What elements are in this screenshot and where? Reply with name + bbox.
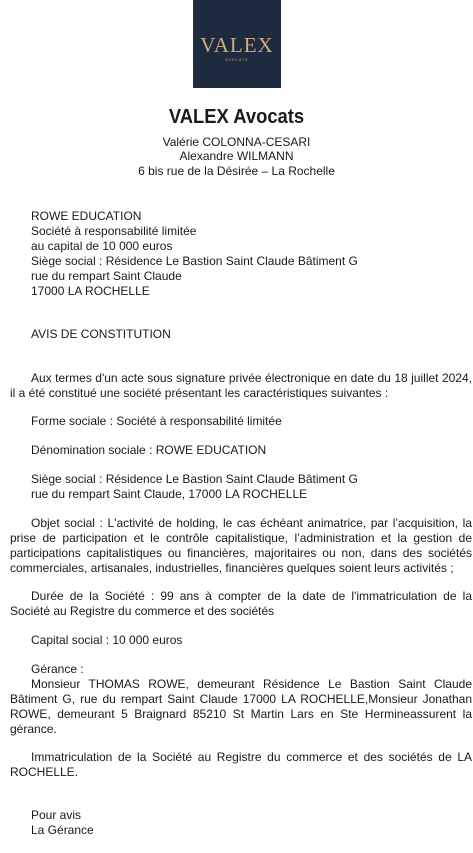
siege-social-1: Siège social : Résidence Le Bastion Saint Claude Bâtiment G: [31, 472, 358, 486]
denomination-sociale: Dénomination sociale : ROWE EDUCATION: [31, 443, 267, 457]
immatriculation: Immatriculation de la Société au Registre du commerce et des sociétés de LA ROCHELLE.: [10, 750, 472, 779]
siege-social-2: rue du rempart Saint Claude, 17000 LA ROCHELLE: [31, 487, 308, 501]
firm-name: VALEX Avocats: [168, 106, 305, 128]
company-name: ROWE EDUCATION: [31, 209, 142, 223]
company-seat: Siège social : Résidence Le Bastion Saint Claude Bâtiment G: [31, 254, 358, 268]
company-city: 17000 LA ROCHELLE: [31, 284, 150, 298]
forme-sociale: Forme sociale : Société à responsabilité limitée: [31, 414, 282, 428]
capital-social: Capital social : 10 000 euros: [31, 633, 183, 647]
objet-social: Objet social : L'activité de holding, le cas échéant animatrice, par l’acquisition, la prise de participation et le contrôle capitalistique, l’administration et la gestion de participations capitalistiques ou financières, majoritaires ou non, dans des sociétés commerciales, artisanales, industrielles, financières quelques soient leurs activités ;: [10, 516, 472, 575]
gerance-text: Monsieur THOMAS ROWE, demeurant Résidence Le Bastion Saint Claude Bâtiment G, rue du rempart Saint Claude 17000 LA ROCHELLE,Monsieur Jonathan ROWE, demeurant 5 Braignard 85210 St Martin Lars en Ste Hermineassurent la gérance.: [10, 677, 472, 736]
gerance-label: Gérance :: [31, 662, 84, 676]
closing-pour-avis: Pour avis: [31, 808, 82, 822]
firm-partner-2: Alexandre WILMANN: [179, 149, 294, 163]
logo-text: VALEX: [200, 33, 274, 57]
logo-subtext: AVOCATS: [225, 58, 249, 62]
intro-paragraph: Aux termes d'un acte sous signature privée électronique en date du 18 juillet 2024, il a été constitué une société présentant les caractéristiques suivantes :: [10, 371, 472, 400]
notice-title: AVIS DE CONSTITUTION: [31, 327, 171, 341]
company-capital: au capital de 10 000 euros: [31, 239, 173, 253]
firm-logo: [193, 0, 281, 88]
firm-address: 6 bis rue de la Désirée – La Rochelle: [138, 164, 335, 178]
firm-partner-1: Valérie COLONNA-CESARI: [162, 135, 311, 149]
company-street: rue du rempart Saint Claude: [31, 269, 182, 283]
company-form: Société à responsabilité limitée: [31, 224, 197, 238]
closing-gerance: La Gérance: [31, 823, 94, 837]
duree-societe: Durée de la Société : 99 ans à compter de la date de l'immatriculation de la Société au Registre du commerce et des sociétés: [10, 589, 472, 618]
